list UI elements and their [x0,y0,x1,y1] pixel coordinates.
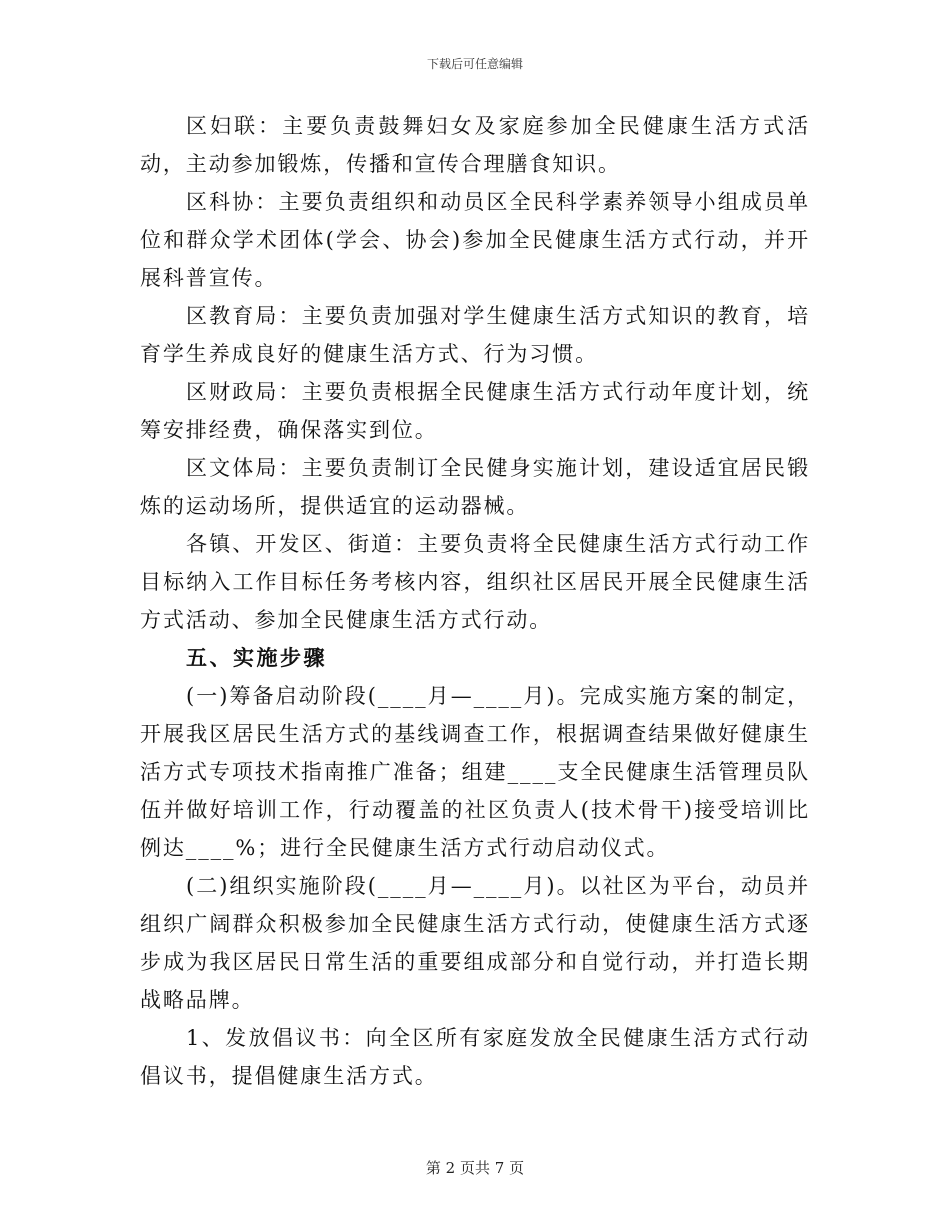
paragraph-preparation-stage: (一)筹备启动阶段(____月—____月)。完成实施方案的制定，开展我区居民生活方式的基线调查工作，根据调查结果做好健康生活方式专项技术指南推广准备；组建____支全民健康生活管理员队伍并做好培训工作，行动覆盖的社区负责人(技术骨干)接受培训比例达____%；进行全民健康生活方式行动启动仪式。 [140,684,810,860]
paragraph-implementation-stage: (二)组织实施阶段(____月—____月)。以社区为平台，动员并组织广阔群众积极参加全民健康生活方式行动，使健康生活方式逐步成为我区居民日常生活的重要组成部分和自觉行动，并打造长期战略品牌。 [140,874,810,1012]
document-body [140,107,810,1095]
paragraph-science-association: 区科协：主要负责组织和动员区全民科学素养领导小组成员单位和群众学术团体(学会、协会)参加全民健康生活方式行动，并开展科普宣传。 [140,190,810,290]
paragraph-towns-districts: 各镇、开发区、街道：主要负责将全民健康生活方式行动工作目标纳入工作目标任务考核内容，组织社区居民开展全民健康生活方式活动、参加全民健康生活方式行动。 [140,532,810,632]
paragraph-women-federation: 区妇联：主要负责鼓舞妇女及家庭参加全民健康生活方式活动，主动参加锻炼，传播和宣传合理膳食知识。 [140,114,810,176]
section-heading-implementation-steps: 五、实施步骤 [186,645,327,670]
paragraph-distribute-proposal: 1、发放倡议书：向全区所有家庭发放全民健康生活方式行动倡议书，提倡健康生活方式。 [140,1026,810,1088]
page-footer: 第 2 页共 7 页 [425,1159,525,1177]
paragraph-finance-bureau: 区财政局：主要负责根据全民健康生活方式行动年度计划，统筹安排经费，确保落实到位。 [140,380,810,442]
page-header: 下载后可任意编辑 [426,57,523,71]
paragraph-culture-sports-bureau: 区文体局：主要负责制订全民健身实施计划，建设适宜居民锻炼的运动场所，提供适宜的运动器械。 [140,456,810,518]
paragraph-education-bureau: 区教育局：主要负责加强对学生健康生活方式知识的教育，培育学生养成良好的健康生活方式、行为习惯。 [140,304,810,366]
